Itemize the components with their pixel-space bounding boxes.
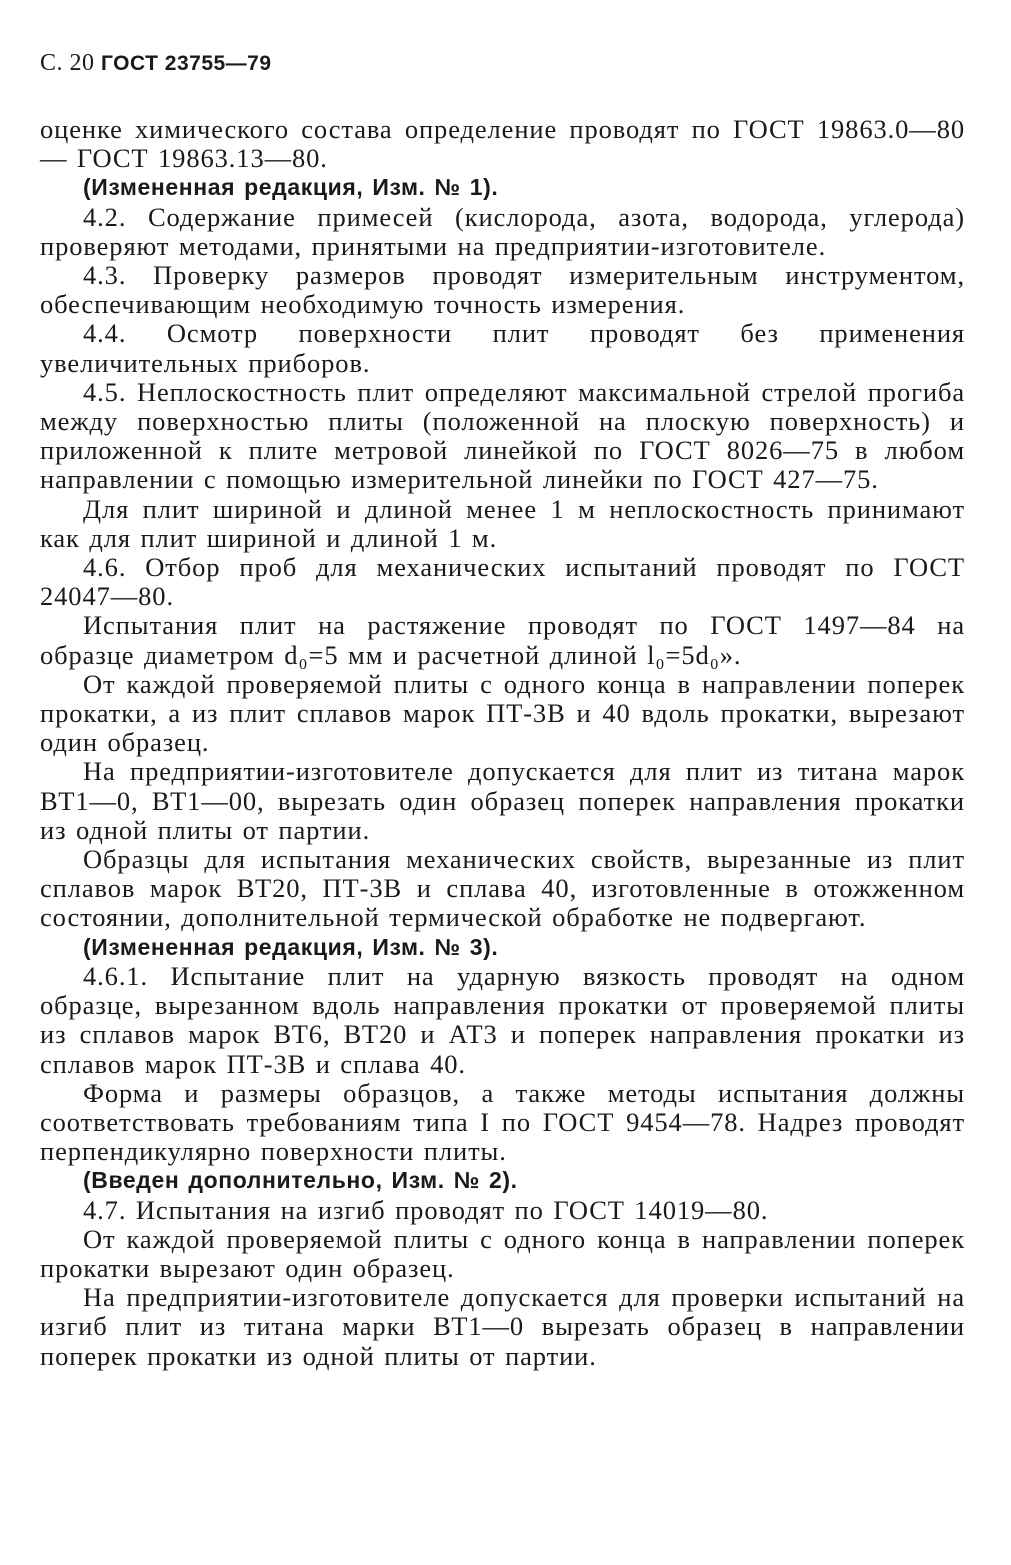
paragraph: Форма и размеры образцов, а также методы испытания должны соответствовать требованиям типа I по ГОСТ 9454—78. Надрез проводят перпендикулярно поверхности плиты.	[40, 1077, 965, 1167]
paragraph: От каждой проверяемой плиты с одного конца в направлении поперек прокатки, а из плит сплавов марок ПТ-3В и 40 вдоль прокатки, вырезают один образец.	[40, 668, 965, 758]
paragraph: 4.7. Испытания на изгиб проводят по ГОСТ 14019—80.	[83, 1194, 769, 1225]
paragraph: Испытания плит на растяжение проводят по ГОСТ 1497—84 на образце диаметром d₀=5 мм и расчетной длиной l₀=5d₀».	[40, 610, 965, 670]
paragraph: От каждой проверяемой плиты с одного конца в направлении поперек прокатки вырезают один образец.	[40, 1223, 965, 1283]
document-body	[40, 115, 965, 1371]
paragraph: Образцы для испытания механических свойств, вырезанные из плит сплавов марок ВТ20, ПТ-3В и сплава 40, изготовленные в отожженном состоянии, дополнительной термической обработке не подвергают.	[40, 844, 965, 933]
paragraph: На предприятии-изготовителе допускается для проверки испытаний на изгиб плит из титана марки ВТ1—0 вырезать образец в направлении поперек прокатки из одной плиты от партии.	[40, 1282, 965, 1371]
paragraph: 4.3. Проверку размеров проводят измерительным инструментом, обеспечивающим необходимую точность измерения.	[40, 260, 965, 320]
paragraph: Для плит шириной и длиной менее 1 м неплоскостность принимают как для плит шириной и длиной 1 м.	[40, 493, 965, 553]
paragraph: 4.2. Содержание примесей (кислорода, азота, водорода, углерода) проверяют методами, принятыми на предприятии-изготовителе.	[40, 201, 965, 261]
paragraph: оценке химического состава определение проводят по ГОСТ 19863.0—80 — ГОСТ 19863.13—80.	[40, 114, 965, 174]
paragraph: На предприятии-изготовителе допускается для плит из титана марок ВТ1—0, ВТ1—00, вырезать один образец поперек направления прокатки из одной плиты от партии.	[40, 756, 965, 845]
page-header	[40, 48, 965, 79]
amendment-note: (Измененная редакция, Изм. № 1).	[83, 174, 499, 201]
amendment-note: (Введен дополнительно, Изм. № 2).	[83, 1167, 518, 1194]
page-number: С. 20	[40, 50, 95, 76]
paragraph: 4.5. Неплоскостность плит определяют максимальной стрелой прогиба между поверхностью плиты (положенной на плоскую поверхность) и приложенной к плите метровой линейкой по ГОСТ 8026—75 в любом направлении с помощью измерительной линейки по ГОСТ 427—75.	[40, 376, 965, 495]
paragraph: 4.6.1. Испытание плит на ударную вязкость проводят на одном образце, вырезанном вдоль направления прокатки от проверяемой плиты из сплавов марок ВТ6, ВТ20 и АТ3 и поперек направления прокатки из сплавов марок ПТ-3В и сплава 40.	[40, 960, 965, 1079]
paragraph: 4.4. Осмотр поверхности плит проводят без применения увеличительных приборов.	[40, 318, 965, 378]
paragraph: 4.6. Отбор проб для механических испытаний проводят по ГОСТ 24047—80.	[40, 552, 965, 612]
standard-number: ГОСТ 23755—79	[101, 52, 272, 75]
document-page	[40, 48, 965, 1371]
amendment-note: (Измененная редакция, Изм. № 3).	[83, 933, 499, 960]
